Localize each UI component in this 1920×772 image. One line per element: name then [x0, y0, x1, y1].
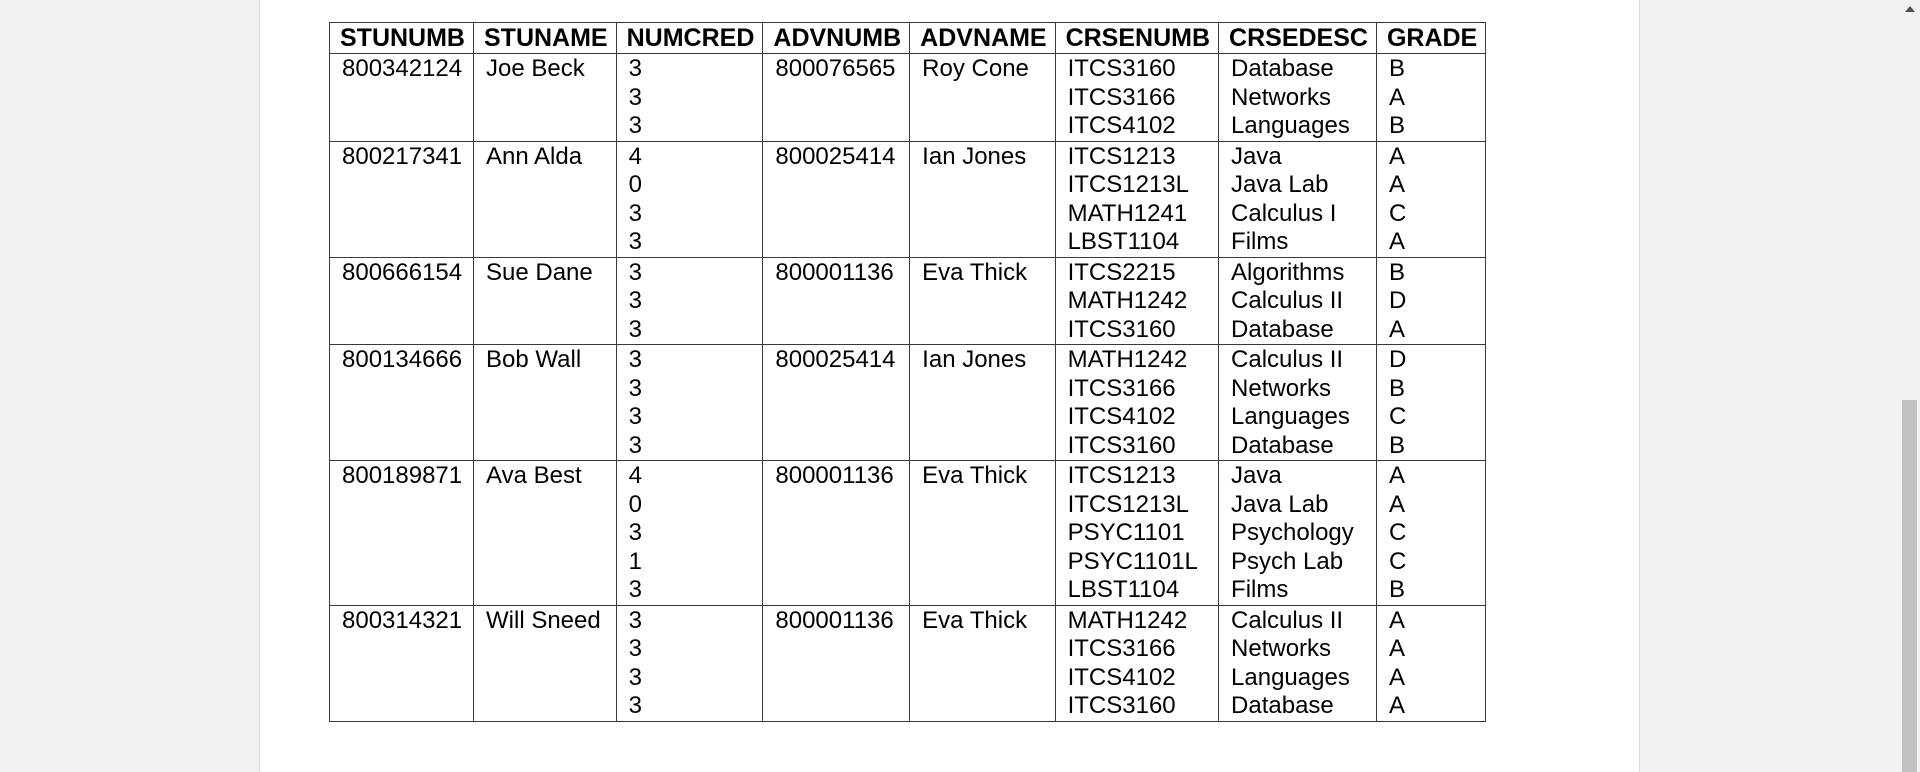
table-body — [330, 54, 1486, 722]
cell-advname — [910, 605, 1055, 721]
cell-numcred — [616, 461, 763, 606]
crsenumb-value: LBST1104 — [1067, 228, 1180, 255]
header-grade: GRADE — [1376, 23, 1485, 54]
grade-value: C — [1388, 199, 1407, 227]
cell-stunumb — [330, 257, 474, 345]
cell-advnumb — [763, 54, 910, 142]
advnumb-value: 800001136 — [775, 606, 894, 634]
numcred-value: 3 — [628, 663, 642, 691]
cell-stunumb — [330, 461, 474, 606]
cell-grade — [1376, 257, 1485, 345]
cell-crsedesc — [1219, 54, 1377, 142]
header-stuname: STUNAME — [474, 23, 617, 54]
crsenumb-value: ITCS4102 — [1067, 403, 1176, 430]
scroll-up-button[interactable] — [1899, 0, 1920, 17]
advnumb-value: 800001136 — [775, 258, 894, 286]
grade-value: A — [1388, 663, 1405, 691]
cell-grade — [1376, 141, 1485, 257]
advnumb-value: 800025414 — [775, 142, 896, 170]
table-row — [330, 461, 1486, 606]
numcred-value: 4 — [628, 142, 642, 170]
grade-value: A — [1388, 142, 1405, 170]
crsedesc-value: Java Lab — [1231, 171, 1329, 198]
cell-numcred — [616, 54, 763, 142]
numcred-value: 3 — [628, 346, 642, 373]
cell-grade — [1376, 605, 1485, 721]
grade-value: A — [1388, 228, 1405, 255]
stuname-value: Ann Alda — [486, 142, 583, 170]
cell-numcred — [616, 257, 763, 345]
grade-value: A — [1388, 83, 1405, 111]
crsedesc-value: Languages — [1231, 112, 1350, 139]
table-row — [330, 141, 1486, 257]
cell-stuname — [474, 54, 617, 142]
cell-stuname — [474, 461, 617, 606]
numcred-value: 0 — [628, 490, 642, 518]
numcred-value: 3 — [628, 55, 642, 82]
cell-crsenumb — [1055, 54, 1218, 142]
cell-stuname — [474, 605, 617, 721]
scroll-thumb[interactable] — [1902, 400, 1917, 772]
grade-value: A — [1388, 171, 1405, 198]
numcred-value: 3 — [628, 287, 642, 314]
crsedesc-value: Calculus I — [1231, 199, 1337, 227]
cell-crsedesc — [1219, 345, 1377, 461]
advname-value: Eva Thick — [922, 606, 1028, 634]
advname-value: Eva Thick — [922, 462, 1028, 489]
crsenumb-value: ITCS3160 — [1067, 315, 1176, 343]
grade-value: A — [1388, 490, 1405, 518]
cell-stunumb — [330, 54, 474, 142]
cell-stunumb — [330, 141, 474, 257]
table-header-row — [330, 23, 1486, 54]
stunumb-value: 800666154 — [342, 258, 463, 286]
grade-value: B — [1388, 258, 1405, 286]
header-advnumb: ADVNUMB — [763, 23, 910, 54]
crsenumb-value: PSYC1101L — [1067, 547, 1198, 575]
cell-numcred — [616, 141, 763, 257]
table-row — [330, 345, 1486, 461]
crsedesc-value: Psych Lab — [1231, 547, 1344, 575]
header-stunumb: STUNUMB — [330, 23, 474, 54]
crsenumb-value: MATH1242 — [1067, 606, 1188, 634]
grade-value: B — [1388, 112, 1405, 139]
stuname-value: Will Sneed — [486, 606, 601, 634]
advnumb-value: 800001136 — [775, 462, 894, 489]
grade-value: A — [1388, 606, 1405, 634]
stunumb-value: 800314321 — [342, 606, 463, 634]
cell-grade — [1376, 345, 1485, 461]
numcred-value: 3 — [628, 403, 642, 430]
stunumb-value: 800134666 — [342, 346, 463, 373]
numcred-value: 3 — [628, 606, 642, 634]
crsedesc-value: Calculus II — [1231, 606, 1344, 634]
crsedesc-value: Database — [1231, 431, 1334, 459]
cell-crsedesc — [1219, 461, 1377, 606]
grade-value: D — [1388, 346, 1407, 373]
table-row — [330, 605, 1486, 721]
cell-advnumb — [763, 257, 910, 345]
grade-value: C — [1388, 547, 1407, 575]
document-page — [259, 0, 1640, 772]
advname-value: Ian Jones — [922, 346, 1027, 373]
cell-stunumb — [330, 345, 474, 461]
crsedesc-value: Algorithms — [1231, 258, 1345, 286]
cell-advname — [910, 345, 1055, 461]
stunumb-value: 800217341 — [342, 142, 463, 170]
stuname-value: Ava Best — [486, 462, 582, 489]
numcred-value: 3 — [628, 83, 642, 111]
cell-crsenumb — [1055, 141, 1218, 257]
header-numcred: NUMCRED — [616, 23, 763, 54]
advname-value: Roy Cone — [922, 55, 1029, 82]
crsenumb-value: ITCS1213L — [1067, 171, 1189, 198]
cell-advnumb — [763, 141, 910, 257]
stunumb-value: 800342124 — [342, 55, 463, 82]
numcred-value: 4 — [628, 462, 642, 489]
crsenumb-value: LBST1104 — [1067, 576, 1180, 603]
crsenumb-value: MATH1242 — [1067, 346, 1188, 373]
numcred-value: 0 — [628, 171, 642, 198]
crsedesc-value: Psychology — [1231, 519, 1354, 546]
crsenumb-value: ITCS4102 — [1067, 112, 1176, 139]
numcred-value: 3 — [628, 228, 642, 255]
numcred-value: 1 — [628, 547, 642, 575]
stuname-value: Joe Beck — [486, 55, 585, 82]
cell-stuname — [474, 141, 617, 257]
stunumb-value: 800189871 — [342, 462, 463, 489]
crsenumb-value: ITCS1213 — [1067, 142, 1176, 170]
grade-value: B — [1388, 374, 1405, 402]
numcred-value: 3 — [628, 635, 642, 662]
crsenumb-value: ITCS1213L — [1067, 490, 1189, 518]
crsedesc-value: Java Lab — [1231, 490, 1329, 518]
crsenumb-value: ITCS3160 — [1067, 431, 1176, 459]
cell-advname — [910, 257, 1055, 345]
grade-value: A — [1388, 635, 1405, 662]
numcred-value: 3 — [628, 374, 642, 402]
grade-value: A — [1388, 315, 1405, 343]
advname-value: Ian Jones — [922, 142, 1027, 170]
crsenumb-value: ITCS3166 — [1067, 635, 1176, 662]
crsenumb-value: ITCS4102 — [1067, 663, 1176, 691]
crsenumb-value: ITCS3160 — [1067, 692, 1176, 719]
numcred-value: 3 — [628, 519, 642, 546]
crsedesc-value: Java — [1231, 142, 1282, 170]
crsenumb-value: ITCS2215 — [1067, 258, 1176, 286]
numcred-value: 3 — [628, 258, 642, 286]
crsenumb-value: ITCS3166 — [1067, 374, 1176, 402]
table-row — [330, 54, 1486, 142]
grade-value: A — [1388, 692, 1405, 719]
cell-crsenumb — [1055, 345, 1218, 461]
cell-advnumb — [763, 461, 910, 606]
numcred-value: 3 — [628, 199, 642, 227]
vertical-scrollbar[interactable] — [1899, 0, 1920, 772]
stuname-value: Bob Wall — [486, 346, 582, 373]
crsenumb-value: ITCS1213 — [1067, 462, 1176, 489]
crsedesc-value: Java — [1231, 462, 1282, 489]
grade-value: A — [1388, 462, 1405, 489]
crsedesc-value: Database — [1231, 55, 1334, 82]
cell-advname — [910, 141, 1055, 257]
crsedesc-value: Networks — [1231, 635, 1332, 662]
cell-grade — [1376, 461, 1485, 606]
cell-crsenumb — [1055, 605, 1218, 721]
numcred-value: 3 — [628, 692, 642, 719]
grade-value: B — [1388, 55, 1405, 82]
advname-value: Eva Thick — [922, 258, 1028, 286]
cell-advnumb — [763, 605, 910, 721]
cell-crsenumb — [1055, 461, 1218, 606]
crsenumb-value: MATH1241 — [1067, 199, 1188, 227]
cell-advnumb — [763, 345, 910, 461]
numcred-value: 3 — [628, 315, 642, 343]
crsedesc-value: Languages — [1231, 403, 1350, 430]
crsedesc-value: Calculus II — [1231, 287, 1344, 314]
crsenumb-value: MATH1242 — [1067, 287, 1188, 314]
grade-value: B — [1388, 576, 1405, 603]
crsedesc-value: Languages — [1231, 663, 1350, 691]
header-crsedesc: CRSEDESC — [1219, 23, 1377, 54]
advnumb-value: 800076565 — [775, 55, 896, 82]
header-advname: ADVNAME — [910, 23, 1055, 54]
grade-value: B — [1388, 431, 1405, 459]
table-row — [330, 257, 1486, 345]
triangle-up-icon — [1905, 6, 1915, 12]
cell-advname — [910, 461, 1055, 606]
cell-numcred — [616, 345, 763, 461]
student-grades-table — [329, 22, 1486, 722]
crsedesc-value: Films — [1231, 576, 1289, 603]
numcred-value: 3 — [628, 112, 642, 139]
advnumb-value: 800025414 — [775, 346, 896, 373]
cell-stuname — [474, 345, 617, 461]
cell-grade — [1376, 54, 1485, 142]
cell-stuname — [474, 257, 617, 345]
crsedesc-value: Networks — [1231, 83, 1332, 111]
grade-value: C — [1388, 519, 1407, 546]
grade-value: C — [1388, 403, 1407, 430]
crsenumb-value: ITCS3166 — [1067, 83, 1176, 111]
cell-crsedesc — [1219, 605, 1377, 721]
grade-value: D — [1388, 287, 1407, 314]
crsenumb-value: PSYC1101 — [1067, 519, 1185, 546]
crsedesc-value: Database — [1231, 692, 1334, 719]
crsedesc-value: Networks — [1231, 374, 1332, 402]
cell-numcred — [616, 605, 763, 721]
header-crsenumb: CRSENUMB — [1055, 23, 1218, 54]
crsedesc-value: Database — [1231, 315, 1334, 343]
cell-crsedesc — [1219, 141, 1377, 257]
cell-advname — [910, 54, 1055, 142]
stuname-value: Sue Dane — [486, 258, 593, 286]
cell-crsedesc — [1219, 257, 1377, 345]
cell-crsenumb — [1055, 257, 1218, 345]
numcred-value: 3 — [628, 431, 642, 459]
crsenumb-value: ITCS3160 — [1067, 55, 1176, 82]
numcred-value: 3 — [628, 576, 642, 603]
crsedesc-value: Films — [1231, 228, 1289, 255]
cell-stunumb — [330, 605, 474, 721]
crsedesc-value: Calculus II — [1231, 346, 1344, 373]
